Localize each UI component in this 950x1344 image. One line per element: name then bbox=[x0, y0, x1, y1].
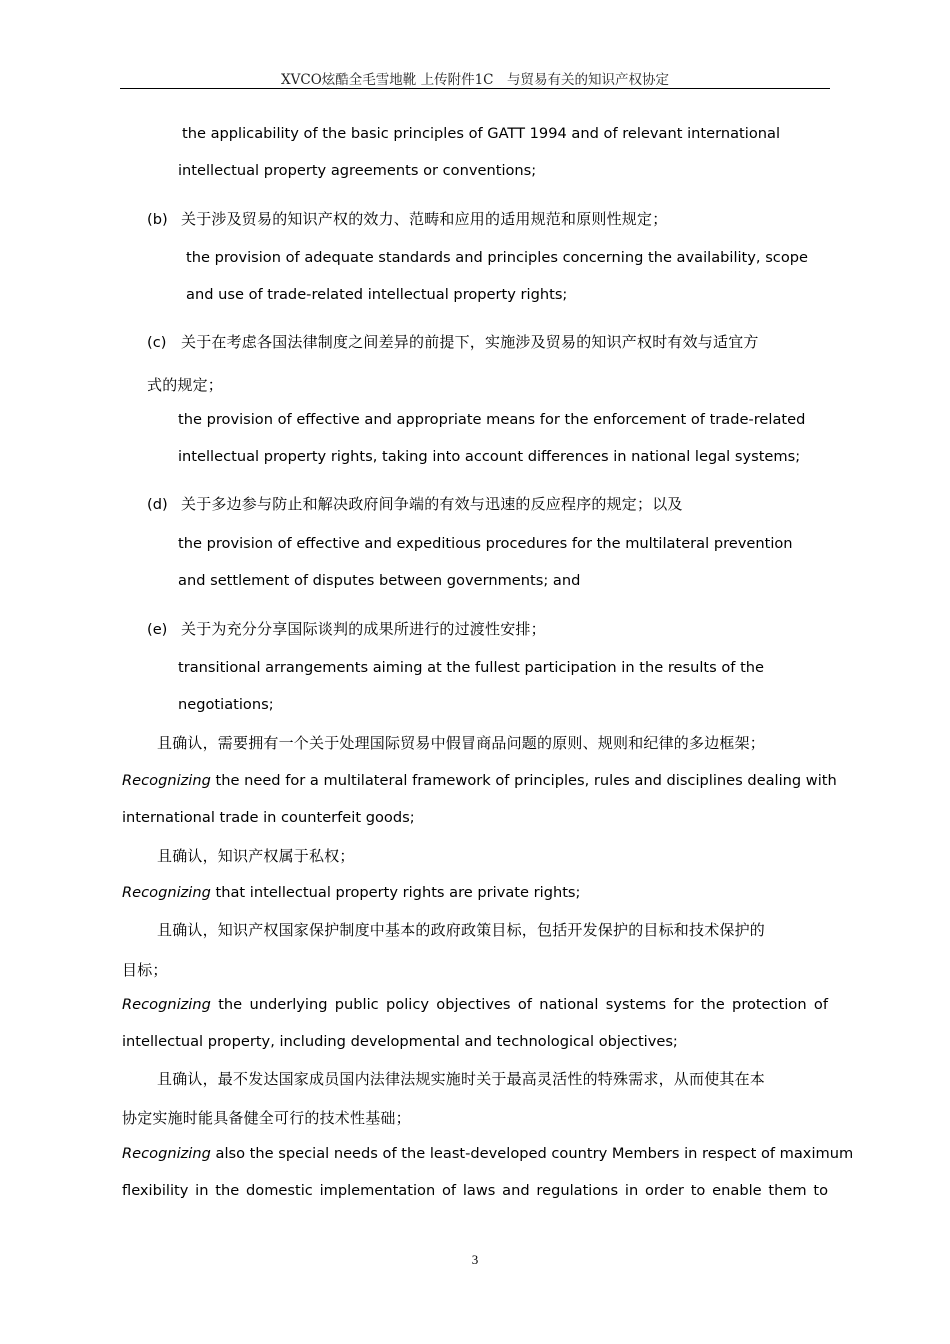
recital-1-lead: Recognizing bbox=[122, 772, 211, 789]
recital-1-text-1: the need for a multilateral framework of principles, rules and disciplines dealing with bbox=[210, 772, 837, 789]
item-d-label: (d) bbox=[147, 496, 168, 513]
item-e-english-line-2: negotiations; bbox=[178, 696, 274, 713]
recital-3-english-line-2: intellectual property, including developmental and technological objectives; bbox=[122, 1033, 678, 1050]
item-c-english-line-1: the provision of effective and appropriate means for the enforcement of trade-related bbox=[178, 411, 806, 428]
item-d-chinese-text: 关于多边参与防止和解决政府间争端的有效与迅速的反应程序的规定；以及 bbox=[181, 495, 683, 513]
item-b-chinese-text: 关于涉及贸易的知识产权的效力、范畴和应用的适用规范和原则性规定； bbox=[181, 210, 668, 228]
recital-2-chinese: 且确认，知识产权属于私权； bbox=[157, 847, 355, 865]
item-b-english-line-2: and use of trade-related intellectual property rights; bbox=[186, 286, 568, 303]
item-e-chinese-text: 关于为充分分享国际谈判的成果所进行的过渡性安排； bbox=[181, 620, 546, 638]
item-b-english-line-1: the provision of adequate standards and principles concerning the availability, scope bbox=[186, 249, 808, 266]
item-a-english-line-1: the applicability of the basic principles of GATT 1994 and of relevant international bbox=[182, 125, 780, 142]
recital-4-chinese-line-1: 且确认，最不发达国家成员国内法律法规实施时关于最高灵活性的特殊需求，从而使其在本 bbox=[157, 1070, 766, 1088]
recital-4-chinese-line-2: 协定实施时能具备健全可行的技术性基础； bbox=[122, 1109, 411, 1127]
recital-2-english bbox=[122, 884, 580, 901]
item-c-label: (c) bbox=[147, 334, 167, 351]
item-d-chinese bbox=[147, 493, 683, 514]
recital-2-lead: Recognizing bbox=[122, 884, 211, 901]
recital-1-english-line-1 bbox=[122, 772, 837, 789]
recital-3-text-1: the underlying public policy objectives of national systems for the protection of bbox=[210, 996, 828, 1013]
recital-3-english-line-1 bbox=[122, 996, 828, 1013]
item-d-english-line-1: the provision of effective and expeditious procedures for the multilateral prevention bbox=[178, 535, 793, 552]
item-b-label: (b) bbox=[147, 211, 168, 228]
item-a-english-line-2: intellectual property agreements or conventions; bbox=[178, 162, 537, 179]
item-c-chinese-line-1 bbox=[147, 331, 759, 352]
recital-4-lead: Recognizing bbox=[122, 1145, 211, 1162]
page-number: 3 bbox=[471, 1252, 479, 1267]
item-e-english-line-1: transitional arrangements aiming at the fullest participation in the results of the bbox=[178, 659, 765, 676]
recital-3-chinese-line-1: 且确认，知识产权国家保护制度中基本的政府政策目标，包括开发保护的目标和技术保护的 bbox=[157, 921, 766, 939]
item-c-english-line-2: intellectual property rights, taking into account differences in national legal systems; bbox=[178, 448, 801, 465]
recital-4-english-line-1 bbox=[122, 1145, 854, 1162]
recital-1-chinese: 且确认，需要拥有一个关于处理国际贸易中假冒商品问题的原则、规则和纪律的多边框架； bbox=[157, 734, 766, 752]
recital-3-lead: Recognizing bbox=[122, 996, 211, 1013]
item-e-chinese bbox=[147, 618, 546, 639]
recital-4-english-line-2: flexibility in the domestic implementation of laws and regulations in order to enable them to bbox=[122, 1182, 828, 1199]
recital-1-english-line-2: international trade in counterfeit goods; bbox=[122, 809, 415, 826]
item-c-chinese-line-2: 式的规定； bbox=[147, 376, 224, 394]
item-d-english-line-2: and settlement of disputes between governments; and bbox=[178, 572, 581, 589]
recital-2-text: that intellectual property rights are private rights; bbox=[210, 884, 581, 901]
running-header: XVCO炫酷全毛雪地靴 上传附件1C 与贸易有关的知识产权协定 bbox=[281, 72, 669, 88]
header-rule bbox=[120, 88, 830, 89]
recital-4-text-1: also the special needs of the least-developed country Members in respect of maximum bbox=[210, 1145, 854, 1162]
item-e-label: (e) bbox=[147, 621, 168, 638]
item-c-chinese-text-1: 关于在考虑各国法律制度之间差异的前提下，实施涉及贸易的知识产权时有效与适宜方 bbox=[181, 333, 759, 351]
recital-3-chinese-line-2: 目标； bbox=[122, 961, 168, 979]
item-b-chinese bbox=[147, 208, 667, 229]
